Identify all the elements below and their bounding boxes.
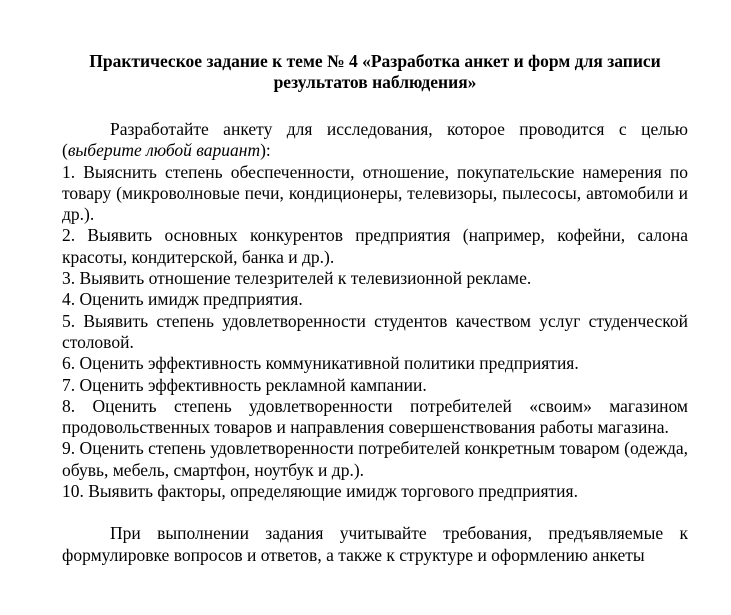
intro-italic-text: выберите любой вариант — [67, 140, 261, 161]
list-item: 8. Оценить степень удовлетворенности потребителей «своим» магазином продовольственных товаров и направления совершенствования работы магазина. — [62, 395, 688, 438]
title-line-1: Практическое задание к теме № 4 «Разработка анкет и форм для записи — [89, 51, 661, 71]
list-item: 2. Выявить основных конкурентов предприятия (например, кофейни, салона красоты, кондитерской, банка и др.). — [62, 225, 688, 267]
list-item: 9. Оценить степень удовлетворенности потребителей конкретным товаром (одежда, обувь, мебель, смартфон, ноутбук и др.). — [62, 438, 688, 480]
list-item: 7. Оценить эффективность рекламной кампании. — [62, 374, 427, 395]
list-item: 10. Выявить факторы, определяющие имидж торгового предприятия. — [62, 481, 578, 502]
list-item: 3. Выявить отношение телезрителей к телевизионной рекламе. — [62, 268, 532, 289]
document-page — [62, 51, 688, 566]
intro-text-end: ): — [260, 140, 271, 161]
intro-paragraph — [62, 119, 688, 162]
task-list — [62, 162, 688, 503]
list-item: 1. Выяснить степень обеспеченности, отношение, покупательские намерения по товару (микроволновые печи, кондиционеры, телевизоры, пылесосы, автомобили и др.). — [62, 161, 688, 225]
closing-paragraph: При выполнении задания учитывайте требования, предъявляемые к формулировке вопросов и ответов, а также к структуре и оформлению анкеты — [62, 523, 688, 565]
title-line-2: результатов наблюдения» — [273, 72, 477, 92]
list-item: 4. Оценить имидж предприятия. — [62, 289, 303, 310]
paragraph-spacer — [62, 502, 688, 523]
list-item: 6. Оценить эффективность коммуникативной политики предприятия. — [62, 353, 579, 374]
intro-text: Разработайте анкету для исследования, которое проводится с целью ( — [62, 119, 688, 161]
document-title — [62, 51, 688, 93]
list-item: 5. Выявить степень удовлетворенности студентов качеством услуг студенческой столовой. — [62, 310, 688, 352]
